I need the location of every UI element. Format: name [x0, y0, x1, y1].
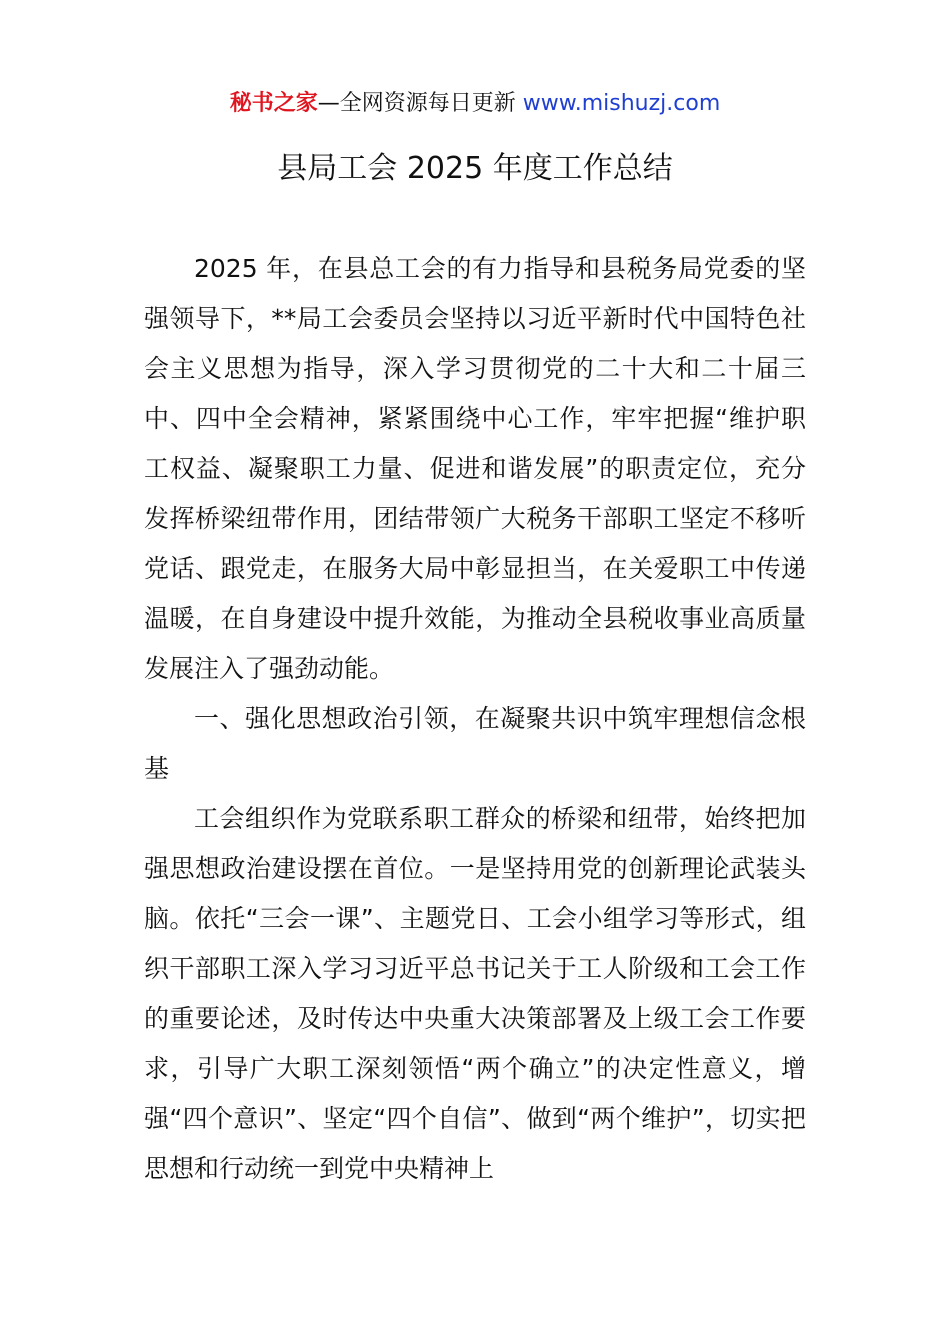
header-tagline: —全网资源每日更新: [317, 91, 523, 116]
section-heading: 一、强化思想政治引领，在凝聚共识中筑牢理想信念根基: [144, 704, 806, 783]
site-url-link[interactable]: www.mishuzj.com: [522, 91, 721, 116]
intro-paragraph: 2025 年，在县总工会的有力指导和县税务局党委的坚强领导下，**局工会委员会坚持以习近平新时代中国特色社会主义思想为指导，深入学习贯彻党的二十大和二十届三中、四中全会精神，紧紧围绕中心工作，牢牢把握“维护职工权益、凝聚职工力量、促进和谐发展”的职责定位，充分发挥桥梁纽带作用，团结带领广大税务干部职工坚定不移听党话、跟党走，在服务大局中彰显担当，在关爱职工中传递温暖，在自身建设中提升效能，为推动全县税收事业高质量发展注入了强劲动能。: [144, 254, 806, 683]
document-body: [144, 244, 806, 1194]
document-title: 县局工会 2025 年度工作总结: [277, 151, 673, 186]
brand-name: 秘书之家: [229, 91, 318, 116]
section-paragraph: 工会组织作为党联系职工群众的桥梁和纽带，始终把加强思想政治建设摆在首位。一是坚持用党的创新理论武装头脑。依托“三会一课”、主题党日、工会小组学习等形式，组织干部职工深入学习习近平总书记关于工人阶级和工会工作的重要论述，及时传达中央重大决策部署及上级工会工作要求，引导广大职工深刻领悟“两个确立”的决定性意义，增强“四个意识”、坚定“四个自信”、做到“两个维护”，切实把思想和行动统一到党中央精神上: [144, 804, 806, 1183]
site-header: [0, 88, 950, 120]
